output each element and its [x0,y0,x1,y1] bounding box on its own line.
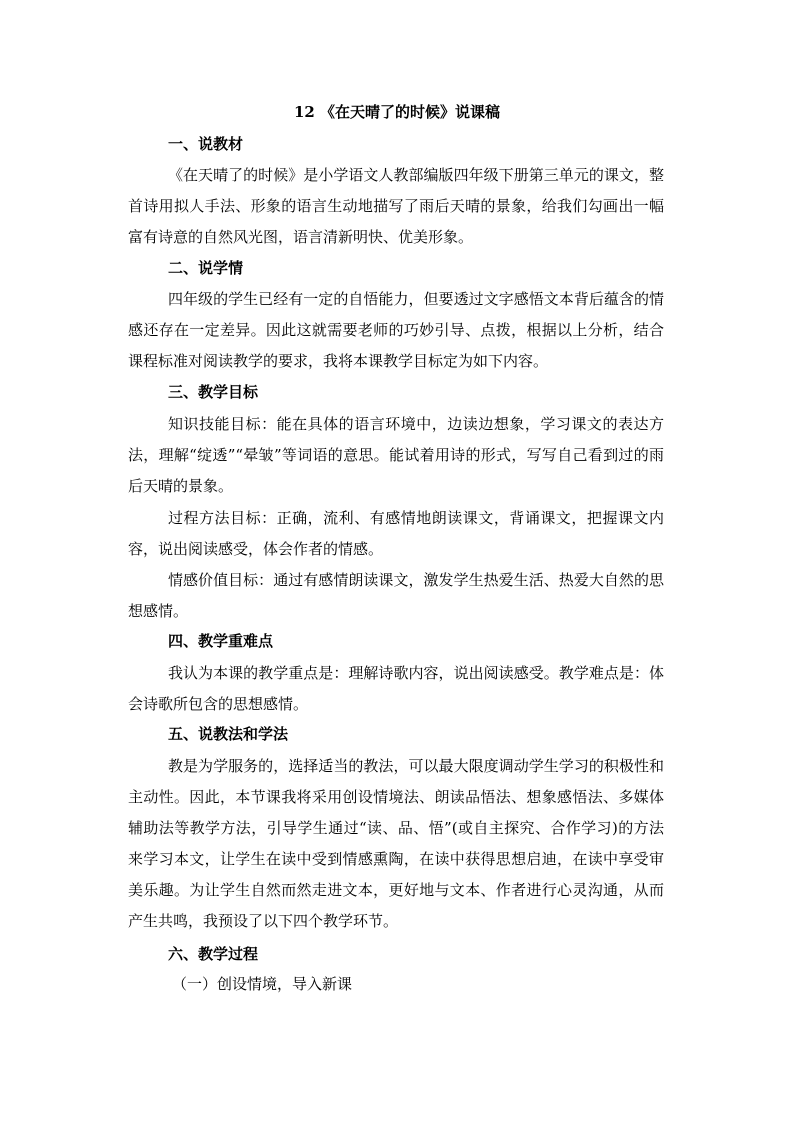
subheading-create-scene: （一）创设情境，导入新课 [172,975,353,993]
section-heading-methods: 五、说教法和学法 [168,725,289,743]
paragraph-knowledge-objective: 知识技能目标：能在具体的语言环境中，边读边想象，学习课文的表达方法，理解“绽透”“晕皱”等词语的意思。能试着用诗的形式，写写自己看到过的雨后天晴的景象。 [128,415,664,495]
section-heading-objectives: 三、教学目标 [168,383,259,401]
document-title: 12 《在天晴了的时候》说课稿 [293,103,501,121]
paragraph-process-objective: 过程方法目标：正确，流利、有感情地朗读课文，背诵课文，把握课文内容，说出阅读感受，体会作者的情感。 [128,509,664,558]
section-heading-textbook: 一、说教材 [168,135,244,153]
paragraph-textbook: 《在天晴了的时候》是小学语文人教部编版四年级下册第三单元的课文，整首诗用拟人手法、形象的语言生动地描写了雨后天晴的景象，给我们勾画出一幅富有诗意的自然风光图，语言清新明快、优美形象。 [128,166,664,246]
paragraph-methods: 教是为学服务的，选择适当的教法，可以最大限度调动学生学习的积极性和主动性。因此，本节课我将采用创设情境法、朗读品悟法、想象感悟法、多媒体辅助法等教学方法，引导学生通过“读、品、悟”(或自主探究、合作学习)的方法来学习本文，让学生在读中受到情感熏陶，在读中获得思想启迪，在读中享受审美乐趣。为让学生自然而然走进文本，更好地与文本、作者进行心灵沟通，从而产生共鸣，我预设了以下四个教学环节。 [128,757,664,930]
paragraph-emotion-objective: 情感价值目标：通过有感情朗读课文，激发学生热爱生活、热爱大自然的思想感情。 [128,571,664,620]
section-heading-process: 六、教学过程 [168,945,259,963]
paragraph-students: 四年级的学生已经有一定的自悟能力，但要透过文字感悟文本背后蕴含的情感还存在一定差异。因此这就需要老师的巧妙引导、点拨，根据以上分析，结合课程标准对阅读教学的要求，我将本课教学目标定为如下内容。 [128,290,664,370]
paragraph-key-points: 我认为本课的教学重点是：理解诗歌内容，说出阅读感受。教学难点是：体会诗歌所包含的思想感情。 [128,664,664,713]
section-heading-key-points: 四、教学重难点 [168,632,274,650]
section-heading-students: 二、说学情 [168,259,244,277]
